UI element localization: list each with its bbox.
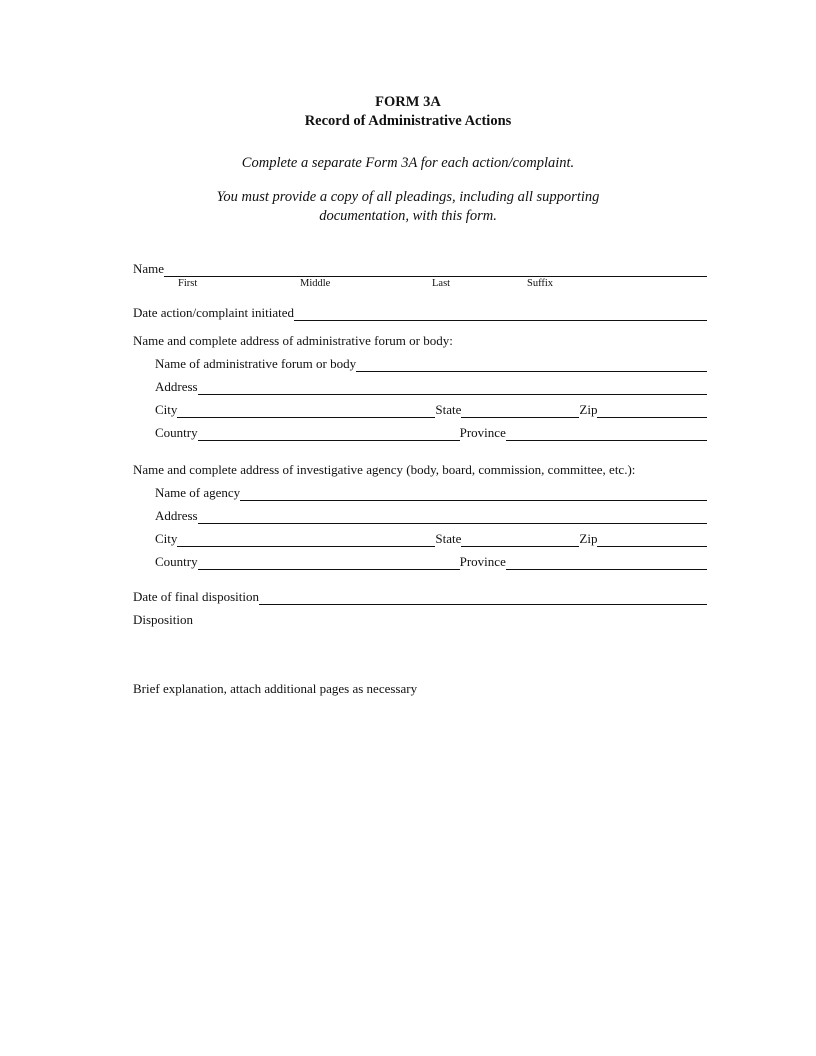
forum-address-row (155, 372, 707, 395)
sublabel-last: Last (432, 278, 451, 289)
agency-city-state-zip-row (155, 524, 707, 547)
agency-section-heading: Name and complete address of investigative agency (body, board, commission, committee, etc.): (133, 462, 636, 477)
name-row (133, 254, 707, 277)
forum-name-field-line (356, 349, 707, 372)
final-disposition-date-field-line (259, 582, 707, 605)
forum-country-field-line (198, 418, 460, 441)
agency-section-heading-row (133, 454, 707, 478)
forum-address-field-line (198, 372, 707, 395)
agency-country-label: Country (155, 554, 198, 569)
sublabel-suffix: Suffix (527, 278, 554, 289)
forum-city-field-line (177, 395, 435, 418)
date-initiated-label: Date action/complaint initiated (133, 305, 295, 320)
form-body (133, 254, 707, 697)
forum-country-province-row (155, 418, 707, 441)
form-title: Record of Administrative Actions (304, 113, 512, 129)
forum-state-field-line (461, 395, 579, 418)
agency-state-field-line (461, 524, 579, 547)
form-number-title: FORM 3A (375, 94, 441, 110)
agency-name-label: Name of agency (155, 485, 241, 500)
agency-city-field-line (177, 524, 435, 547)
name-label: Name (133, 261, 165, 276)
name-sublabels-row (133, 277, 707, 292)
agency-country-province-row (155, 547, 707, 570)
explanation-note: Brief explanation, attach additional pages as necessary (133, 681, 418, 696)
disposition-label: Disposition (133, 612, 193, 627)
forum-section-heading: Name and complete address of administrative forum or body: (133, 333, 453, 348)
agency-province-field-line (506, 547, 707, 570)
date-initiated-row (133, 298, 707, 321)
forum-section-heading-row (133, 325, 707, 349)
agency-zip-field-line (597, 524, 707, 547)
forum-name-row (155, 349, 707, 372)
name-field-line (164, 254, 707, 277)
agency-province-label: Province (459, 554, 506, 569)
agency-address-label: Address (155, 508, 198, 523)
instruction-line-2: You must provide a copy of all pleadings, including all supporting documentation, with this form. (216, 189, 600, 224)
forum-name-label: Name of administrative forum or body (155, 356, 357, 371)
form-header (0, 0, 816, 226)
date-initiated-field-line (294, 298, 707, 321)
explanation-row (133, 674, 707, 697)
forum-city-state-zip-row (155, 395, 707, 418)
forum-address-label: Address (155, 379, 198, 394)
agency-name-row (155, 478, 707, 501)
agency-address-row (155, 501, 707, 524)
agency-country-field-line (198, 547, 460, 570)
disposition-row (133, 605, 707, 628)
forum-country-label: Country (155, 425, 198, 440)
agency-zip-label: Zip (579, 531, 598, 546)
forum-province-label: Province (459, 425, 506, 440)
forum-city-label: City (155, 402, 178, 417)
final-disposition-date-label: Date of final disposition (133, 589, 260, 604)
forum-zip-field-line (597, 395, 707, 418)
instruction-line-1: Complete a separate Form 3A for each action/complaint. (241, 155, 575, 171)
agency-address-field-line (198, 501, 707, 524)
agency-city-label: City (155, 531, 178, 546)
forum-state-label: State (435, 402, 462, 417)
agency-state-label: State (435, 531, 462, 546)
forum-zip-label: Zip (579, 402, 598, 417)
sublabel-first: First (178, 278, 198, 289)
sublabel-middle: Middle (300, 278, 331, 289)
agency-name-field-line (240, 478, 707, 501)
final-disposition-date-row (133, 582, 707, 605)
forum-province-field-line (506, 418, 707, 441)
